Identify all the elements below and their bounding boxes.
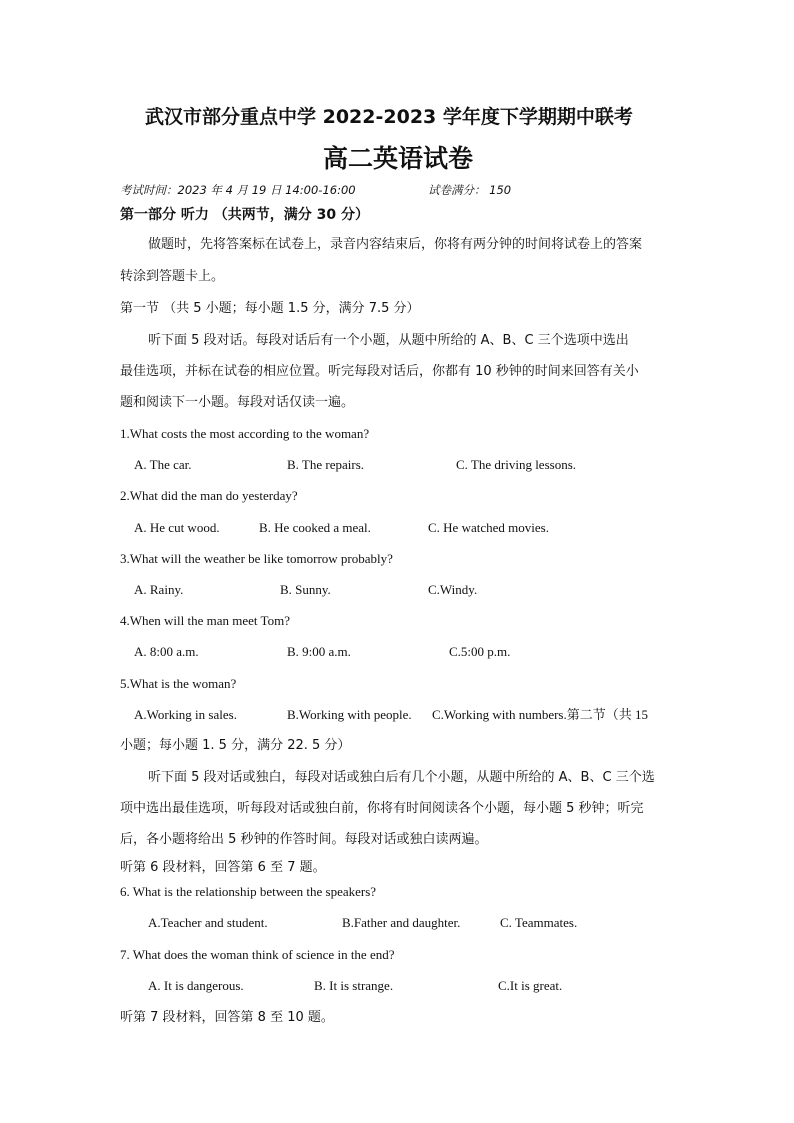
option-a: A.Working in sales. bbox=[134, 707, 237, 722]
option-a: A. The car. bbox=[134, 457, 192, 472]
option-a: A. It is dangerous. bbox=[148, 978, 244, 993]
option-c: C.5:00 p.m. bbox=[449, 644, 511, 659]
option-a: A. Rainy. bbox=[134, 582, 184, 597]
section2-instr-line2: 项中选出最佳选项，听每段对话或独白前，你将有时间阅读各个小题，每小题 5 秒钟；听完 bbox=[120, 801, 644, 816]
option-c: C.It is great. bbox=[498, 978, 563, 993]
subject-title: 高二英语试卷 bbox=[323, 144, 474, 173]
part1-heading: 第一部分 听力 （共两节，满分 30 分） bbox=[120, 207, 369, 223]
option-b: B. Sunny. bbox=[280, 582, 331, 597]
question-1: 1.What costs the most according to the woman? bbox=[120, 426, 370, 441]
section1-instr-line2: 最佳选项，并标在试卷的相应位置。听完每段对话后，你都有 10 秒钟的时间来回答有关小 bbox=[120, 364, 639, 379]
section2-instr-line3: 后，各小题将给出 5 秒钟的作答时间。每段对话或独白读两遍。 bbox=[120, 832, 488, 847]
exam-title: 武汉市部分重点中学 2022-2023 学年度下学期期中联考 bbox=[145, 106, 633, 128]
option-c: C.Working with numbers.第二节（共 15 bbox=[432, 707, 648, 722]
option-b: B. It is strange. bbox=[314, 978, 394, 993]
question-2: 2.What did the man do yesterday? bbox=[120, 488, 298, 503]
question-4: 4.When will the man meet Tom? bbox=[120, 613, 290, 628]
option-c: C. Teammates. bbox=[500, 915, 578, 930]
full-score: 试卷满分： 150 bbox=[428, 183, 512, 197]
option-b: B.Father and daughter. bbox=[342, 915, 461, 930]
section1-heading: 第一节 （共 5 小题；每小题 1.5 分，满分 7.5 分） bbox=[120, 301, 420, 316]
option-a: A.Teacher and student. bbox=[148, 915, 268, 930]
section1-instr-line1: 听下面 5 段对话。每段对话后有一个小题，从题中所给的 A、B、C 三个选项中选出 bbox=[148, 333, 629, 348]
option-b: B. 9:00 a.m. bbox=[287, 644, 351, 659]
question-5: 5.What is the woman? bbox=[120, 676, 237, 691]
question-6: 6. What is the relationship between the speakers? bbox=[120, 884, 377, 899]
section2-instr-line1: 听下面 5 段对话或独白，每段对话或独白后有几个小题，从题中所给的 A、B、C 三个选 bbox=[148, 770, 655, 785]
part1-intro-line2: 转涂到答题卡上。 bbox=[120, 269, 225, 284]
option-c: C. He watched movies. bbox=[428, 520, 549, 535]
material-6-note: 听第 6 段材料，回答第 6 至 7 题。 bbox=[120, 860, 326, 875]
option-a: A. 8:00 a.m. bbox=[134, 644, 199, 659]
option-b: B.Working with people. bbox=[287, 707, 412, 722]
question-7: 7. What does the woman think of science in the end? bbox=[120, 947, 395, 962]
part1-intro-line1: 做题时，先将答案标在试卷上，录音内容结束后，你将有两分钟的时间将试卷上的答案 bbox=[148, 237, 643, 252]
option-c: C. The driving lessons. bbox=[456, 457, 577, 472]
section2-heading: 小题；每小题 1. 5 分，满分 22. 5 分） bbox=[120, 738, 351, 753]
material-7-note: 听第 7 段材料，回答第 8 至 10 题。 bbox=[120, 1010, 334, 1025]
option-b: B. The repairs. bbox=[287, 457, 365, 472]
option-a: A. He cut wood. bbox=[134, 520, 220, 535]
option-b: B. He cooked a meal. bbox=[259, 520, 371, 535]
exam-time: 考试时间：2023 年 4 月 19 日 14:00-16:00 bbox=[120, 183, 356, 197]
question-3: 3.What will the weather be like tomorrow probably? bbox=[120, 551, 393, 566]
option-c: C.Windy. bbox=[428, 582, 478, 597]
section1-instr-line3: 题和阅读下一小题。每段对话仅读一遍。 bbox=[120, 395, 355, 410]
